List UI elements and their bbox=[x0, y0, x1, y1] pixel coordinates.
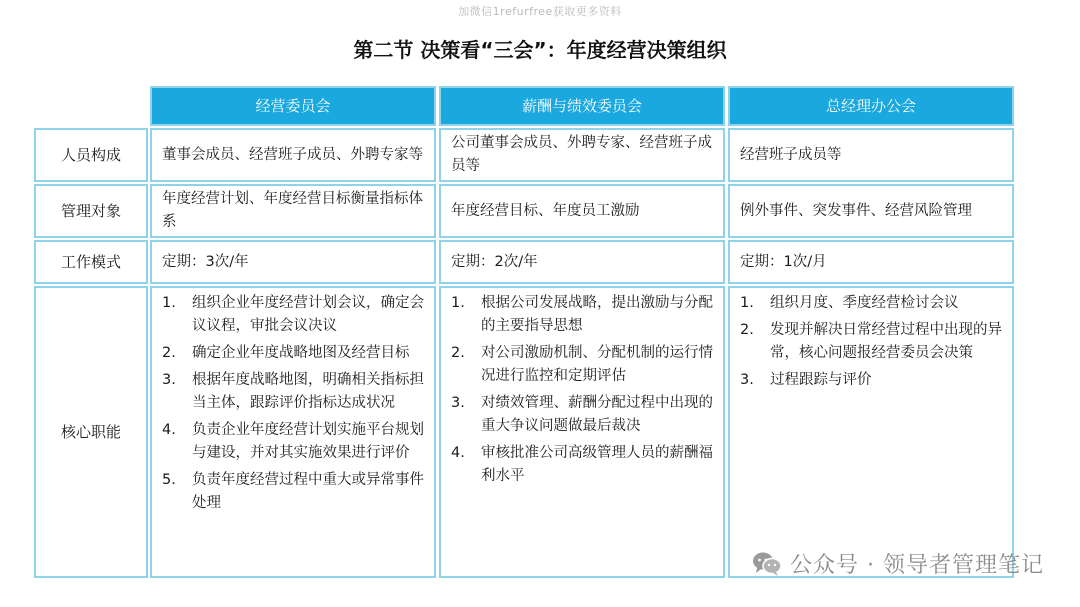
core-functions-list bbox=[439, 286, 725, 578]
column-header-operating-committee bbox=[150, 86, 436, 126]
footer-watermark bbox=[752, 548, 1044, 579]
column-header-label: 薪酬与绩效委员会 bbox=[521, 96, 642, 115]
column-header-gm-office-meeting bbox=[728, 86, 1014, 126]
list-item: 5. 负责年度经营过程中重大或异常事件处理 bbox=[162, 472, 424, 511]
table-cell: 经营班子成员等 bbox=[728, 128, 1014, 182]
list-item: 1. 根据公司发展战略，提出激励与分配的主要指导思想 bbox=[451, 295, 713, 334]
table-cell: 例外事件、突发事件、经营风险管理 bbox=[728, 184, 1014, 238]
list-item: 2. 对公司激励机制、分配机制的运行情况进行监控和定期评估 bbox=[451, 345, 713, 384]
row-label-management-objects: 管理对象 bbox=[34, 184, 148, 238]
list-item: 3. 过程跟踪与评价 bbox=[740, 372, 872, 388]
table-cell: 年度经营目标、年度员工激励 bbox=[439, 184, 725, 238]
table-cell: 公司董事会成员、外聘专家、经营班子成员等 bbox=[439, 128, 725, 182]
list-item: 2. 确定企业年度战略地图及经营目标 bbox=[162, 345, 410, 361]
column-header-label: 总经理办公会 bbox=[825, 96, 916, 115]
table-cell: 定期：1次/月 bbox=[728, 240, 1014, 284]
core-functions-list bbox=[728, 286, 1014, 578]
table-cell: 定期：3次/年 bbox=[150, 240, 436, 284]
column-header-compensation-committee bbox=[439, 86, 725, 126]
core-functions-list bbox=[150, 286, 436, 578]
column-header-label: 经营委员会 bbox=[255, 96, 331, 115]
table-cell: 定期：2次/年 bbox=[439, 240, 725, 284]
list-item: 2. 发现并解决日常经营过程中出现的异常，核心问题报经营委员会决策 bbox=[740, 322, 1002, 361]
table-cell: 年度经营计划、年度经营目标衡量指标体系 bbox=[150, 184, 436, 238]
list-item: 3. 根据年度战略地图，明确相关指标担当主体，跟踪评价指标达成状况 bbox=[162, 372, 424, 411]
top-watermark: 加微信1refurfree获取更多资料 bbox=[458, 5, 622, 18]
row-label-core-functions: 核心职能 bbox=[34, 286, 148, 578]
page-title: 第二节 决策看“三会”：年度经营决策组织 bbox=[353, 38, 727, 62]
list-item: 1. 组织月度、季度经营检讨会议 bbox=[740, 295, 959, 311]
table-cell: 董事会成员、经营班子成员、外聘专家等 bbox=[150, 128, 436, 182]
footer-watermark-text: 公众号 · 领导者管理笔记 bbox=[790, 553, 1044, 578]
list-item: 4. 审核批准公司高级管理人员的薪酬福利水平 bbox=[451, 445, 713, 484]
wechat-icon bbox=[752, 551, 782, 577]
row-label-members: 人员构成 bbox=[34, 128, 148, 182]
list-item: 3. 对绩效管理、薪酬分配过程中出现的重大争议问题做最后裁决 bbox=[451, 395, 713, 434]
row-label-work-mode: 工作模式 bbox=[34, 240, 148, 284]
list-item: 4. 负责企业年度经营计划实施平台规划与建设，并对其实施效果进行评价 bbox=[162, 422, 424, 461]
list-item: 1. 组织企业年度经营计划会议，确定会议议程，审批会议决议 bbox=[162, 295, 424, 334]
